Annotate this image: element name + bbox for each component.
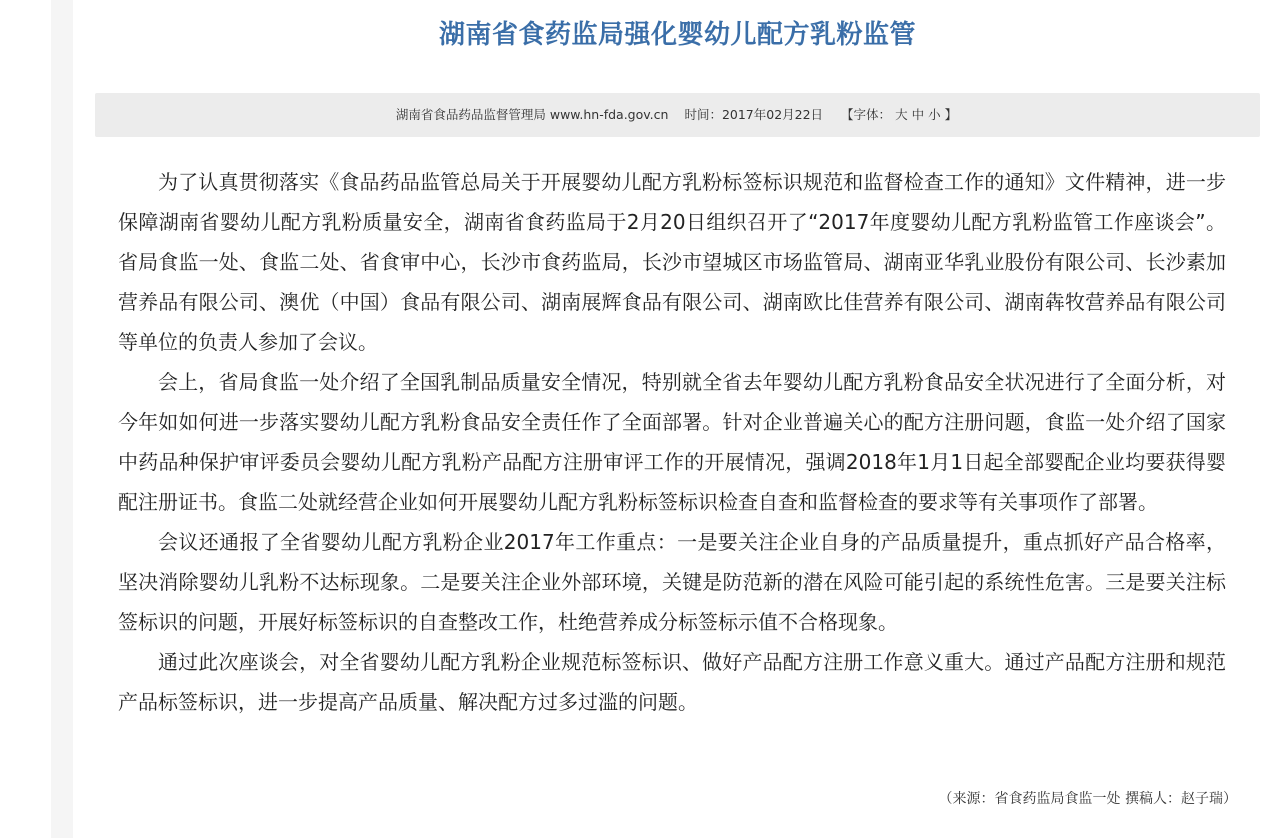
font-label-close: 】 — [944, 107, 958, 122]
article-title: 湖南省食药监局强化婴幼儿配方乳粉监管 — [438, 20, 916, 50]
article-body — [118, 162, 1226, 722]
font-label-open: 【字体： — [841, 107, 892, 122]
paragraph: 会议还通报了全省婴幼儿配方乳粉企业2017年工作重点：一是要关注企业自身的产品质量提升，重点抓好产品合格率，坚决消除婴幼儿乳粉不达标现象。二是要关注企业外部环境，关键是防范新的潜在风险可能引起的系统性危害。三是要关注标签标识的问题，开展好标签标识的自查整改工作，杜绝营养成分标签标示值不合格现象。 — [118, 530, 1226, 634]
paragraph: 会上，省局食监一处介绍了全国乳制品质量安全情况，特别就全省去年婴幼儿配方乳粉食品安全状况进行了全面分析，对今年如如何进一步落实婴幼儿配方乳粉食品安全责任作了全面部署。针对企业普遍关心的配方注册问题，食监一处介绍了国家中药品种保护审评委员会婴幼儿配方乳粉产品配方注册审评工作的开展情况，强调2018年1月1日起全部婴配企业均要获得婴配注册证书。食监二处就经营企业如何开展婴幼儿配方乳粉标签标识检查自查和监督检查的要求等有关事项作了部署。 — [118, 370, 1226, 514]
article-meta-bar — [95, 93, 1260, 137]
left-sidebar-stripe — [51, 0, 73, 838]
font-size-selector — [839, 107, 959, 122]
publish-time: 时间：2017年02月22日 — [684, 107, 824, 122]
font-size-large-link[interactable]: 大 — [895, 107, 908, 122]
font-size-medium-link[interactable]: 中 — [911, 107, 925, 122]
font-size-small-link[interactable]: 小 — [928, 107, 941, 122]
article-source: （来源：省食药监局食监一处 撰稿人：赵子瑞） — [938, 791, 1237, 807]
paragraph: 为了认真贯彻落实《食品药品监管总局关于开展婴幼儿配方乳粉标签标识规范和监督检查工作的通知》文件精神，进一步保障湖南省婴幼儿配方乳粉质量安全，湖南省食药监局于2月20日组织召开了“2017年度婴幼儿配方乳粉监管工作座谈会”。省局食监一处、食监二处、省食审中心，长沙市食药监局，长沙市望城区市场监管局、湖南亚华乳业股份有限公司、长沙素加营养品有限公司、澳优（中国）食品有限公司、湖南展辉食品有限公司、湖南欧比佳营养有限公司、湖南犇牧营养品有限公司等单位的负责人参加了会议。 — [118, 170, 1226, 354]
publisher: 湖南省食品药品监督管理局 www.hn-fda.gov.cn — [395, 107, 669, 122]
paragraph: 通过此次座谈会，对全省婴幼儿配方乳粉企业规范标签标识、做好产品配方注册工作意义重大。通过产品配方注册和规范产品标签标识，进一步提高产品质量、解决配方过多过滥的问题。 — [118, 650, 1226, 714]
